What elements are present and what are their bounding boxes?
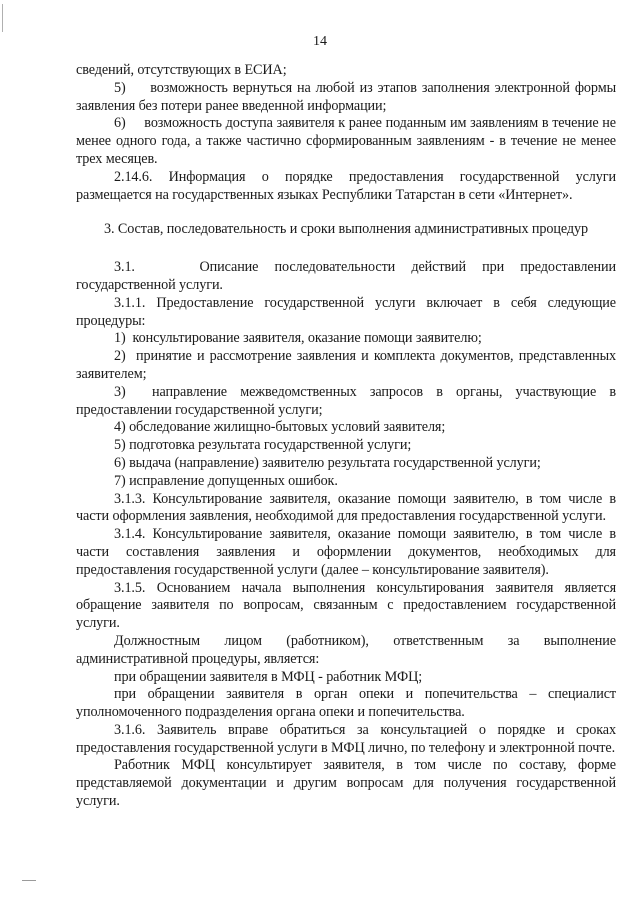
document-body [76,62,616,811]
procedure-item-2: 2) принятие и рассмотрение заявления и комплекта документов, представленных заявителем; [76,348,616,382]
paragraph-3-1-3: 3.1.3. Консультирование заявителя, оказание помощи заявителю, в том числе в части оформления заявления, необходимой для предоставления государственной услуги. [76,490,616,525]
paragraph-3-1-1: 3.1.1. Предоставление государственной услуги включает в себя следующие процедуры: [76,294,616,329]
procedure-item-6: 6) выдача (направление) заявителю результата государственной услуги; [114,454,541,471]
paragraph-mfc-worker: при обращении заявителя в МФЦ - работник МФЦ; [114,668,423,685]
procedure-item-1: 1) консультирование заявителя, оказание помощи заявителю; [114,330,482,347]
paragraph-3-1-4: 3.1.4. Консультирование заявителя, оказание помощи заявителю, в том числе в части составления заявления и оформлении документов, необходимых для предоставления государственной услуги (далее – консультирование заявителя). [76,526,616,578]
procedure-item-3: 3) направление межведомственных запросов в органы, участвующие в предоставлении государственной услуги; [76,383,616,418]
paragraph-3-1-6: 3.1.6. Заявитель вправе обратиться за консультацией о порядке и сроках предоставления государственной услуги в МФЦ лично, по телефону и электронной почте. [76,721,616,756]
procedure-item-7: 7) исправление допущенных ошибок. [114,472,338,489]
scan-bottom-mark [22,880,36,881]
paragraph-3-1-5: 3.1.5. Основанием начала выполнения консультирования заявителя является обращение заявителя по вопросам, связанным с предоставлением государственной услуги. [76,579,616,632]
paragraph-responsible-official: Должностным лицом (работником), ответственным за выполнение административной процедуры, является: [76,632,616,667]
paragraph-mfc-consults: Работник МФЦ консультирует заявителя, в том числе по составу, форме представляемой документации и другим вопросам для получения государственной услуги. [76,757,616,810]
paragraph-3-1: 3.1. Описание последовательности действий при предоставлении государственной услуги. [76,259,616,293]
paragraph-2-14-6: 2.14.6. Информация о порядке предоставления государственной услуги размещается на государственных языках Республики Татарстан в сети «Интернет». [76,168,616,203]
page-number: 14 [313,34,327,49]
paragraph-item-6-access: 6) возможность доступа заявителя к ранее поданным им заявлениям в течение не менее одного года, а также частично сформированным заявлениям - в течение не менее трех месяцев. [76,115,616,167]
paragraph-item-5-return: 5) возможность вернуться на любой из этапов заполнения электронной формы заявления без потери ранее введенной информации; [76,79,616,114]
paragraph-guardianship-specialist: при обращении заявителя в орган опеки и попечительства – специалист уполномоченного подразделения органа опеки и попечительства. [76,686,616,721]
procedure-item-4: 4) обследование жилищно-бытовых условий заявителя; [114,419,446,436]
section-heading-3: 3. Состав, последовательность и сроки выполнения административных процедур [103,221,589,238]
procedure-item-5: 5) подготовка результата государственной услуги; [114,437,412,454]
paragraph-esia-info: сведений, отсутствующих в ЕСИА; [76,62,287,78]
scan-edge-mark [2,4,3,32]
